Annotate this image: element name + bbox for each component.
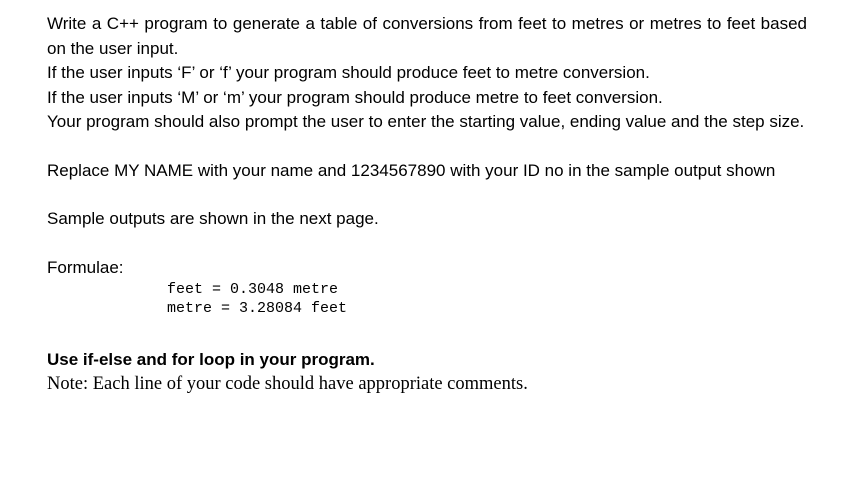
- formulae-section: [47, 256, 807, 319]
- bold-instruction: Use if-else and for loop in your program.: [47, 350, 375, 369]
- comments-note: Note: Each line of your code should have appropriate comments.: [47, 374, 528, 394]
- formula-feet: feet = 0.3048 metre: [167, 281, 339, 298]
- intro-line-3: If the user inputs ‘M’ or ‘m’ your program should produce metre to feet conversion.: [47, 87, 663, 107]
- intro-line-4: Your program should also prompt the user to enter the starting value, ending value and the step size.: [47, 112, 805, 131]
- formula-metre: metre = 3.28084 feet: [167, 300, 348, 317]
- intro-paragraph: [47, 12, 807, 135]
- intro-line-2: If the user inputs ‘F’ or ‘f’ your program should produce feet to metre conversion.: [47, 63, 650, 82]
- sample-output-note: Sample outputs are shown in the next page.: [47, 209, 379, 228]
- document-page: [47, 12, 807, 396]
- formulae-list: [167, 280, 807, 318]
- intro-line-1: Write a C++ program to generate a table of conversions from feet to metres or metres to feet based on the user input.: [47, 14, 807, 58]
- formulae-label: Formulae:: [47, 257, 124, 277]
- replace-instruction: Replace MY NAME with your name and 1234567890 with your ID no in the sample output shown: [47, 160, 776, 180]
